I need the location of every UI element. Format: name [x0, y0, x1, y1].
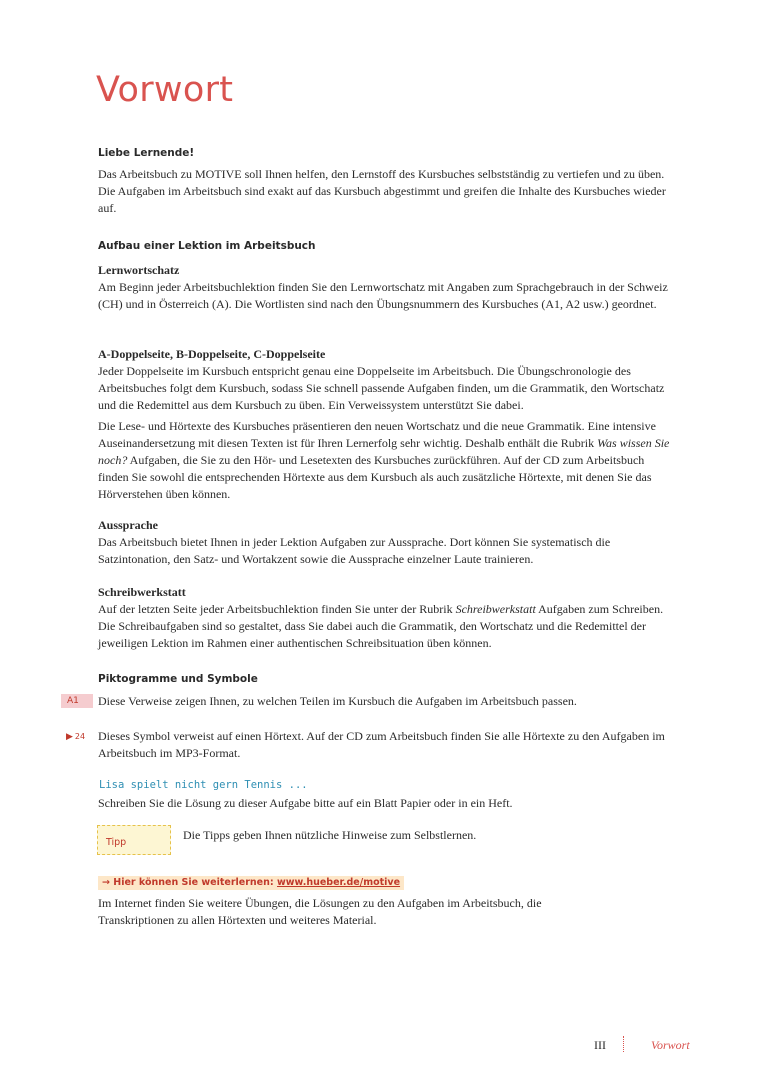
- aufbau-heading: Aufbau einer Lektion im Arbeitsbuch: [98, 240, 316, 252]
- greeting-heading: Liebe Lernende!: [98, 147, 195, 159]
- aussprache-paragraph: Das Arbeitsbuch bietet Ihnen in jeder Lektion Aufgaben zur Aussprache. Dort können Sie systematisch die Satzintonation, den Satz- und Wortakzent sowie die Aussprache einzelner Laute trainieren.: [98, 535, 611, 566]
- schreibwerkstatt-paragraph: Auf der letzten Seite jeder Arbeitsbuchlektion finden Sie unter der Rubrik Schreibwerkstatt Aufgaben zum Schreiben. Die Schreibaufgaben sind so gestaltet, dass Sie dabei auch die Grammatik, den Wortschatz und die Redemittel der jeweiligen Lektion im Rahmen einer authentischen Schreibsituation üben können.: [98, 602, 664, 650]
- footer-divider: [623, 1036, 625, 1052]
- audio-track-marker: ▶ 24: [66, 732, 86, 742]
- weiterlernen-link-line: → Hier können Sie weiterlernen: www.hueber.de/motive: [98, 876, 404, 890]
- tipp-explanation: Die Tipps geben Ihnen nützliche Hinweise zum Selbstlernen.: [183, 828, 477, 842]
- tipp-label: Tipp: [106, 837, 127, 848]
- play-icon: ▶: [66, 732, 73, 742]
- internet-paragraph: Im Internet finden Sie weitere Übungen, die Lösungen zu den Aufgaben im Arbeitsbuch, die Transkriptionen zu allen Hörtexten und weiteres Material.: [98, 896, 542, 927]
- doppelseite-paragraph-2: Die Lese- und Hörtexte des Kursbuches präsentieren den neuen Wortschatz und die neue Grammatik. Eine intensive Auseinandersetzung mit diesen Texten ist für Ihren Lernerfolg sehr wichtig. Deshalb enthält die Rubrik Was wissen Sie noch? Aufgaben, die Sie zu den Hör- und Lesetexten des Kursbuches zurückführen. Auf der CD zum Arbeitsbuch finden Sie sowohl die entsprechenden Hörtexte aus dem Kursbuch als auch zusätzliche Hörtexte, mit denen Sie das Hörverstehen üben können.: [98, 419, 670, 501]
- hueber-link[interactable]: www.hueber.de/motive: [277, 877, 401, 888]
- a1-explanation: Diese Verweise zeigen Ihnen, zu welchen Teilen im Kursbuch die Aufgaben im Arbeitsbuch passen.: [98, 694, 577, 708]
- page-title: Vorwort: [96, 70, 234, 110]
- lernwortschatz-heading: Lernwortschatz: [98, 263, 180, 277]
- handwritten-example: Lisa spielt nicht gern Tennis ...: [99, 779, 308, 791]
- handwritten-explanation: Schreiben Sie die Lösung zu dieser Aufgabe bitte auf ein Blatt Papier oder in ein Heft.: [98, 796, 513, 810]
- rubrik-schreibwerkstatt: Schreibwerkstatt: [455, 602, 536, 616]
- doppelseite-heading: A-Doppelseite, B-Doppelseite, C-Doppelseite: [98, 347, 326, 361]
- tipp-box: [97, 825, 171, 855]
- audio-explanation: Dieses Symbol verweist auf einen Hörtext. Auf der CD zum Arbeitsbuch finden Sie alle Hörtexte zu den Aufgaben im Arbeitsbuch im MP3-Format.: [98, 729, 665, 760]
- page-number: III: [594, 1038, 606, 1052]
- aussprache-heading: Aussprache: [98, 518, 159, 532]
- lernwortschatz-paragraph: Am Beginn jeder Arbeitsbuchlektion finden Sie den Lernwortschatz mit Angaben zum Sprachgebrauch in der Schweiz (CH) und in Österreich (A). Die Wortlisten sind nach den Übungsnummern des Kursbuches (A1, A2 usw.) geordnet.: [98, 280, 668, 311]
- doppelseite-paragraph-1: Jeder Doppelseite im Kursbuch entspricht genau eine Doppelseite im Arbeitsbuch. Die Übungschronologie des Arbeitsbuches folgt dem Kursbuch, sodass Sie schnell passende Aufgaben finden, um die Grammatik, den Wortschatz und die Redemittel aus dem Kursbuch zu üben. Ein Verweissystem unterstützt Sie dabei.: [98, 364, 665, 412]
- rubrik-was-wissen-sie-noch: Was wissen Sie noch?: [98, 436, 670, 467]
- footer-section-title: Vorwort: [651, 1038, 690, 1052]
- a1-reference-marker: A1: [61, 694, 93, 708]
- symbole-heading: Piktogramme und Symbole: [98, 673, 258, 685]
- schreibwerkstatt-heading: Schreibwerkstatt: [98, 585, 186, 599]
- intro-paragraph: Das Arbeitsbuch zu MOTIVE soll Ihnen helfen, den Lernstoff des Kursbuches selbstständig zu vertiefen und zu üben. Die Aufgaben im Arbeitsbuch sind exakt auf das Kursbuch abgestimmt und greifen die Inhalte des Kursbuches wieder auf.: [98, 167, 666, 215]
